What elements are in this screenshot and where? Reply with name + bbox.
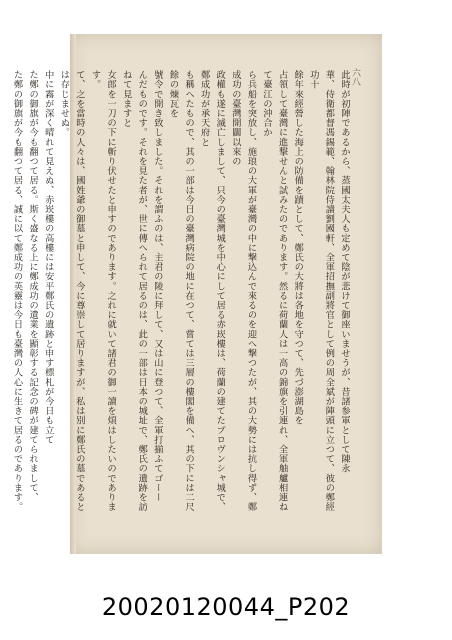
page-number: 六八 xyxy=(350,68,360,86)
text-line: ら兵船を突放し、施琅の大軍が臺灣の中に撃込んで來るのを迎へ撃つたが、其の大勢には抗し得ず、鄭成功の臺灣開闢以來の xyxy=(229,70,257,512)
text-line: 政權も遂に滅亡しまして、只今の臺灣城を中心にして居る赤崁樓は、荷蘭の建てたプロヴンシャ城で、鄭成功が承天府と xyxy=(198,70,226,512)
text-line: 華、侍衛都督馮錫範、翰林院侍讀劉國軒、全軍招撫副將官として例の周全斌が陣頭に立つて、彼の鄭經功十 xyxy=(307,70,335,512)
text-line: 女郎を一刀の下に斬り伏せたと申すのであります。之れに就いて諸君の御一讀を煩はしたいのであります。 xyxy=(89,70,117,512)
text-line: 此時が初陣であるから、蒸國太夫人も定めて陰が悲けて御座いませうが、昔諸参軍として陳永 xyxy=(339,70,350,474)
text-line: て、之を當時の人々は、國姓爺の御墓と申して、今に尊崇して居りますが、私は別に鄭氏の墓であるとは存じませぬ。 xyxy=(58,70,85,512)
text-line: 占領して臺灣に進撃せんと試みたのであります。然るに荷蘭人は一高の錦旗を引連れ、全軍舳艫相連ねて臺江の沖合か xyxy=(261,70,288,512)
text-line: た鄭の御旗が今も翻つて居る、誠に以て鄭成功の英靈は今日も臺灣の人心に生きて居るのであります。 xyxy=(11,70,23,512)
text-line: 號令で開き致しました。それを謂ふのは、主君の陵に拜して、又は山に登つて、全軍打揃ふてゴーー xyxy=(151,70,163,502)
text-line: 餘年來經營した海上の防備を蹟として、鄭氏の大將は各地を守つて、先づ澎湖島を xyxy=(292,70,304,426)
text-line: んだものです。それを見た者が、世に傳へられて居るのは、此の一部は日本の城址で、鄭氏の遺跡を訪ねて見ますと xyxy=(120,70,148,512)
text-line: も稱へたもので、其の一部は今日の臺灣病院の地に在つて、嘗ては三層の樓閣を備へ、其の下には二尺餘の煉瓦を xyxy=(167,70,195,512)
book-page xyxy=(11,34,382,554)
vertical-text-body xyxy=(11,70,352,520)
image-caption: 20020120044_P202 xyxy=(101,593,351,621)
text-line: 中に霧が深く晴れて見えぬ、赤崁樓の高樓には安平鄭氏の遺跡と申す標札が今日も立て xyxy=(42,70,54,445)
text-line: た鄭の御旗が今も翻つて居る。斯く盛なる上に鄭成功の遺業を顯彰する記念の碑が建てられまして、 xyxy=(27,70,39,502)
